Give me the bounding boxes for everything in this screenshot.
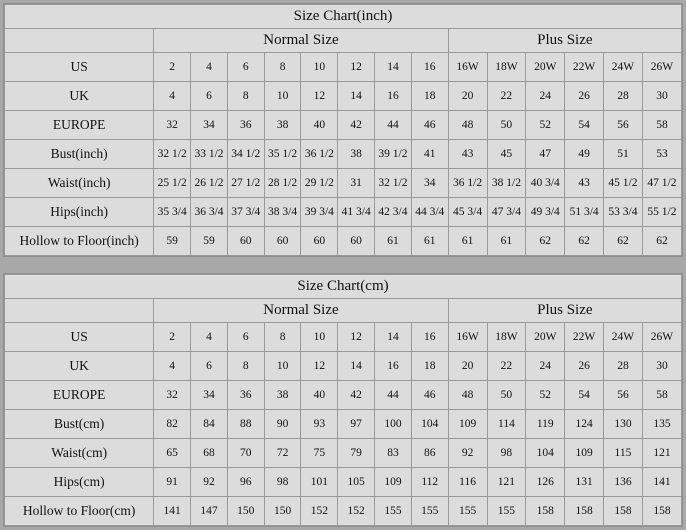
- row-label: EUROPE: [5, 111, 154, 140]
- cell: 20W: [526, 53, 565, 82]
- size-chart-cm: [3, 273, 683, 527]
- table-row: [5, 497, 682, 526]
- cell: 98: [487, 439, 526, 468]
- cell: 4: [154, 82, 191, 111]
- cell: 109: [565, 439, 604, 468]
- cell: 43: [448, 140, 487, 169]
- cell: 155: [487, 497, 526, 526]
- cell: 121: [642, 439, 681, 468]
- cell: 60: [301, 227, 338, 256]
- cell: 38: [264, 381, 301, 410]
- cell: 104: [411, 410, 448, 439]
- cell: 4: [191, 323, 228, 352]
- cell: 38: [264, 111, 301, 140]
- cell: 83: [375, 439, 412, 468]
- table-row: [5, 381, 682, 410]
- group-header-normal: Normal Size: [154, 299, 448, 323]
- cell: 58: [642, 111, 681, 140]
- cell: 4: [191, 53, 228, 82]
- cell: 109: [448, 410, 487, 439]
- cell: 38 3/4: [264, 198, 301, 227]
- cell: 10: [264, 82, 301, 111]
- row-label: Waist(inch): [5, 169, 154, 198]
- cell: 48: [448, 111, 487, 140]
- cell: 40 3/4: [526, 169, 565, 198]
- cell: 98: [264, 468, 301, 497]
- cell: 46: [411, 381, 448, 410]
- table-row: [5, 140, 682, 169]
- cell: 150: [227, 497, 264, 526]
- cell: 41: [411, 140, 448, 169]
- corner-blank-cell: [5, 299, 154, 323]
- cell: 112: [411, 468, 448, 497]
- table-row: [5, 468, 682, 497]
- cell: 53: [642, 140, 681, 169]
- cell: 52: [526, 111, 565, 140]
- table-title-row: [5, 5, 682, 29]
- table-row: [5, 198, 682, 227]
- cell: 88: [227, 410, 264, 439]
- cell: 26: [565, 82, 604, 111]
- cell: 27 1/2: [227, 169, 264, 198]
- cell: 36 3/4: [191, 198, 228, 227]
- cell: 158: [642, 497, 681, 526]
- table-row: [5, 323, 682, 352]
- cell: 34: [191, 381, 228, 410]
- cell: 18W: [487, 53, 526, 82]
- cell: 136: [604, 468, 643, 497]
- table-row: [5, 169, 682, 198]
- cell: 33 1/2: [191, 140, 228, 169]
- cell: 16: [411, 323, 448, 352]
- cell: 141: [642, 468, 681, 497]
- cell: 6: [227, 53, 264, 82]
- table-row: [5, 352, 682, 381]
- cell: 101: [301, 468, 338, 497]
- cell: 54: [565, 111, 604, 140]
- cell: 49: [565, 140, 604, 169]
- cell: 8: [264, 53, 301, 82]
- cell: 62: [565, 227, 604, 256]
- cell: 82: [154, 410, 191, 439]
- cell: 60: [264, 227, 301, 256]
- cell: 8: [264, 323, 301, 352]
- row-label: EUROPE: [5, 381, 154, 410]
- cell: 22W: [565, 53, 604, 82]
- cell: 28: [604, 82, 643, 111]
- cell: 40: [301, 111, 338, 140]
- cell: 38: [338, 140, 375, 169]
- cell: 4: [154, 352, 191, 381]
- cell: 24: [526, 352, 565, 381]
- cell: 14: [375, 323, 412, 352]
- cell: 152: [301, 497, 338, 526]
- row-label: Hips(inch): [5, 198, 154, 227]
- cell: 50: [487, 381, 526, 410]
- cell: 155: [448, 497, 487, 526]
- row-label: UK: [5, 352, 154, 381]
- cell: 6: [227, 323, 264, 352]
- cell: 10: [301, 53, 338, 82]
- cell: 124: [565, 410, 604, 439]
- cell: 152: [338, 497, 375, 526]
- cell: 44: [375, 381, 412, 410]
- cell: 28: [604, 352, 643, 381]
- cell: 32: [154, 111, 191, 140]
- cell: 130: [604, 410, 643, 439]
- table-group-row: [5, 299, 682, 323]
- cell: 20: [448, 82, 487, 111]
- cell: 45: [487, 140, 526, 169]
- row-label: Bust(cm): [5, 410, 154, 439]
- cell: 18: [411, 82, 448, 111]
- size-chart-inch-table: [4, 4, 682, 256]
- cell: 26 1/2: [191, 169, 228, 198]
- cell: 68: [191, 439, 228, 468]
- chart-title: Size Chart(cm): [5, 275, 682, 299]
- cell: 116: [448, 468, 487, 497]
- cell: 44: [375, 111, 412, 140]
- cell: 12: [301, 82, 338, 111]
- cell: 16W: [448, 323, 487, 352]
- cell: 42: [338, 381, 375, 410]
- cell: 30: [642, 352, 681, 381]
- cell: 37 3/4: [227, 198, 264, 227]
- cell: 86: [411, 439, 448, 468]
- cell: 8: [227, 82, 264, 111]
- cell: 51: [604, 140, 643, 169]
- cell: 61: [411, 227, 448, 256]
- cell: 75: [301, 439, 338, 468]
- cell: 39 1/2: [375, 140, 412, 169]
- cell: 18: [411, 352, 448, 381]
- cell: 51 3/4: [565, 198, 604, 227]
- cell: 158: [526, 497, 565, 526]
- cell: 105: [338, 468, 375, 497]
- cell: 109: [375, 468, 412, 497]
- cell: 72: [264, 439, 301, 468]
- cell: 61: [375, 227, 412, 256]
- cell: 25 1/2: [154, 169, 191, 198]
- cell: 47 3/4: [487, 198, 526, 227]
- cell: 32: [154, 381, 191, 410]
- cell: 40: [301, 381, 338, 410]
- cell: 14: [338, 82, 375, 111]
- cell: 34: [191, 111, 228, 140]
- corner-blank-cell: [5, 29, 154, 53]
- cell: 93: [301, 410, 338, 439]
- cell: 141: [154, 497, 191, 526]
- table-row: [5, 410, 682, 439]
- cell: 6: [191, 352, 228, 381]
- cell: 45 3/4: [448, 198, 487, 227]
- cell: 56: [604, 381, 643, 410]
- row-label: UK: [5, 82, 154, 111]
- cell: 39 3/4: [301, 198, 338, 227]
- cell: 121: [487, 468, 526, 497]
- cell: 20W: [526, 323, 565, 352]
- cell: 90: [264, 410, 301, 439]
- cell: 14: [338, 352, 375, 381]
- cell: 62: [604, 227, 643, 256]
- cell: 12: [301, 352, 338, 381]
- cell: 10: [301, 323, 338, 352]
- cell: 35 1/2: [264, 140, 301, 169]
- cell: 65: [154, 439, 191, 468]
- cell: 26W: [642, 323, 681, 352]
- cell: 32 1/2: [375, 169, 412, 198]
- cell: 12: [338, 323, 375, 352]
- cell: 50: [487, 111, 526, 140]
- cell: 131: [565, 468, 604, 497]
- chart-title: Size Chart(inch): [5, 5, 682, 29]
- cell: 49 3/4: [526, 198, 565, 227]
- cell: 58: [642, 381, 681, 410]
- group-header-plus: Plus Size: [448, 299, 681, 323]
- cell: 42 3/4: [375, 198, 412, 227]
- cell: 126: [526, 468, 565, 497]
- row-label: US: [5, 323, 154, 352]
- row-label: Bust(inch): [5, 140, 154, 169]
- cell: 84: [191, 410, 228, 439]
- cell: 47: [526, 140, 565, 169]
- group-header-normal: Normal Size: [154, 29, 448, 53]
- cell: 24W: [604, 53, 643, 82]
- cell: 14: [375, 53, 412, 82]
- group-header-plus: Plus Size: [448, 29, 681, 53]
- cell: 34 1/2: [227, 140, 264, 169]
- row-label: Hollow to Floor(inch): [5, 227, 154, 256]
- cell: 36: [227, 111, 264, 140]
- table-row: [5, 227, 682, 256]
- cell: 61: [487, 227, 526, 256]
- cell: 114: [487, 410, 526, 439]
- cell: 60: [338, 227, 375, 256]
- table-title-row: [5, 275, 682, 299]
- cell: 119: [526, 410, 565, 439]
- cell: 155: [375, 497, 412, 526]
- cell: 34: [411, 169, 448, 198]
- cell: 70: [227, 439, 264, 468]
- cell: 16W: [448, 53, 487, 82]
- cell: 18W: [487, 323, 526, 352]
- cell: 43: [565, 169, 604, 198]
- cell: 79: [338, 439, 375, 468]
- cell: 16: [375, 82, 412, 111]
- cell: 36 1/2: [448, 169, 487, 198]
- table-row: [5, 82, 682, 111]
- cell: 30: [642, 82, 681, 111]
- cell: 2: [154, 323, 191, 352]
- cell: 24W: [604, 323, 643, 352]
- cell: 16: [411, 53, 448, 82]
- row-label: Waist(cm): [5, 439, 154, 468]
- cell: 46: [411, 111, 448, 140]
- size-chart-cm-table: [4, 274, 682, 526]
- table-row: [5, 111, 682, 140]
- cell: 22W: [565, 323, 604, 352]
- cell: 24: [526, 82, 565, 111]
- cell: 92: [191, 468, 228, 497]
- cell: 2: [154, 53, 191, 82]
- cell: 61: [448, 227, 487, 256]
- cell: 52: [526, 381, 565, 410]
- cell: 53 3/4: [604, 198, 643, 227]
- cell: 92: [448, 439, 487, 468]
- row-label: Hollow to Floor(cm): [5, 497, 154, 526]
- cell: 45 1/2: [604, 169, 643, 198]
- cell: 104: [526, 439, 565, 468]
- cell: 48: [448, 381, 487, 410]
- cell: 54: [565, 381, 604, 410]
- cell: 135: [642, 410, 681, 439]
- table-row: [5, 53, 682, 82]
- cell: 28 1/2: [264, 169, 301, 198]
- cell: 36 1/2: [301, 140, 338, 169]
- cell: 56: [604, 111, 643, 140]
- table-row: [5, 439, 682, 468]
- cell: 62: [526, 227, 565, 256]
- cell: 59: [154, 227, 191, 256]
- cell: 26: [565, 352, 604, 381]
- cell: 150: [264, 497, 301, 526]
- cell: 47 1/2: [642, 169, 681, 198]
- cell: 10: [264, 352, 301, 381]
- row-label: US: [5, 53, 154, 82]
- cell: 59: [191, 227, 228, 256]
- cell: 16: [375, 352, 412, 381]
- cell: 35 3/4: [154, 198, 191, 227]
- row-label: Hips(cm): [5, 468, 154, 497]
- table-group-row: [5, 29, 682, 53]
- size-chart-inch: [3, 3, 683, 257]
- cell: 55 1/2: [642, 198, 681, 227]
- cell: 12: [338, 53, 375, 82]
- cell: 22: [487, 352, 526, 381]
- cell: 147: [191, 497, 228, 526]
- cell: 155: [411, 497, 448, 526]
- cell: 32 1/2: [154, 140, 191, 169]
- cell: 22: [487, 82, 526, 111]
- cell: 20: [448, 352, 487, 381]
- cell: 62: [642, 227, 681, 256]
- cell: 38 1/2: [487, 169, 526, 198]
- cell: 42: [338, 111, 375, 140]
- cell: 29 1/2: [301, 169, 338, 198]
- cell: 60: [227, 227, 264, 256]
- cell: 31: [338, 169, 375, 198]
- cell: 97: [338, 410, 375, 439]
- cell: 36: [227, 381, 264, 410]
- cell: 91: [154, 468, 191, 497]
- cell: 100: [375, 410, 412, 439]
- cell: 8: [227, 352, 264, 381]
- cell: 41 3/4: [338, 198, 375, 227]
- cell: 96: [227, 468, 264, 497]
- cell: 26W: [642, 53, 681, 82]
- cell: 158: [565, 497, 604, 526]
- cell: 115: [604, 439, 643, 468]
- cell: 158: [604, 497, 643, 526]
- cell: 44 3/4: [411, 198, 448, 227]
- cell: 6: [191, 82, 228, 111]
